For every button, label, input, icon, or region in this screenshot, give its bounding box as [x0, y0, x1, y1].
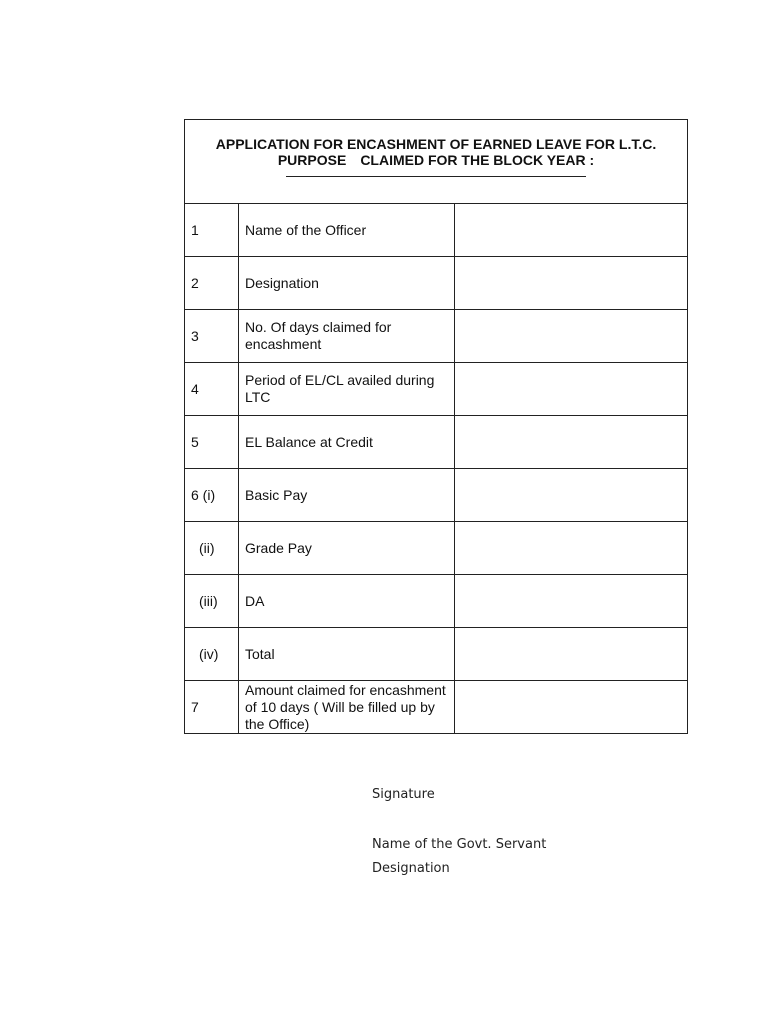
- row-number: 6 (i): [185, 469, 239, 522]
- form-title-line-2: [185, 152, 687, 168]
- row-number: 5: [185, 416, 239, 469]
- row-label: Total: [239, 628, 455, 681]
- row-value-field[interactable]: [455, 522, 688, 575]
- form-row-officer-name: [185, 204, 688, 257]
- row-number: (iii): [185, 575, 239, 628]
- row-value-field[interactable]: [455, 257, 688, 310]
- row-label: Name of the Officer: [239, 204, 455, 257]
- row-label: Designation: [239, 257, 455, 310]
- row-label: Amount claimed for encashment of 10 days ( Will be filled up by the Office): [239, 681, 455, 734]
- row-label: No. Of days claimed for encashment: [239, 310, 455, 363]
- row-value-field[interactable]: [455, 628, 688, 681]
- row-value-field[interactable]: [455, 416, 688, 469]
- form-row-designation: [185, 257, 688, 310]
- form-row-da: [185, 575, 688, 628]
- form-row-days-claimed: [185, 310, 688, 363]
- row-value-field[interactable]: [455, 681, 688, 734]
- row-value-field[interactable]: [455, 469, 688, 522]
- form-title-purpose: PURPOSE: [277, 152, 347, 168]
- govt-servant-name-label: Name of the Govt. Servant: [372, 837, 547, 852]
- designation-label: Designation: [372, 861, 450, 876]
- row-value-field[interactable]: [455, 363, 688, 416]
- row-label: EL Balance at Credit: [239, 416, 455, 469]
- block-year-blank-line: [286, 176, 586, 177]
- encashment-form-table: [184, 119, 688, 734]
- row-label: Period of EL/CL availed during LTC: [239, 363, 455, 416]
- signature-label: Signature: [372, 787, 435, 802]
- row-number: 7: [185, 681, 239, 734]
- row-value-field[interactable]: [455, 204, 688, 257]
- form-title-block-year: CLAIMED FOR THE BLOCK YEAR :: [360, 152, 595, 168]
- form-row-grade-pay: [185, 522, 688, 575]
- form-title-line-1: APPLICATION FOR ENCASHMENT OF EARNED LEAVE FOR L.T.C.: [215, 136, 657, 152]
- row-label: Basic Pay: [239, 469, 455, 522]
- row-number: 2: [185, 257, 239, 310]
- row-number: 4: [185, 363, 239, 416]
- form-row-amount-claimed: [185, 681, 688, 734]
- form-row-total: [185, 628, 688, 681]
- row-label: DA: [239, 575, 455, 628]
- row-value-field[interactable]: [455, 575, 688, 628]
- form-row-el-balance: [185, 416, 688, 469]
- row-label: Grade Pay: [239, 522, 455, 575]
- form-row-basic-pay: [185, 469, 688, 522]
- row-number: 1: [185, 204, 239, 257]
- row-value-field[interactable]: [455, 310, 688, 363]
- row-number: (iv): [185, 628, 239, 681]
- row-number: 3: [185, 310, 239, 363]
- row-number: (ii): [185, 522, 239, 575]
- form-title-cell: [185, 120, 688, 204]
- form-row-leave-period: [185, 363, 688, 416]
